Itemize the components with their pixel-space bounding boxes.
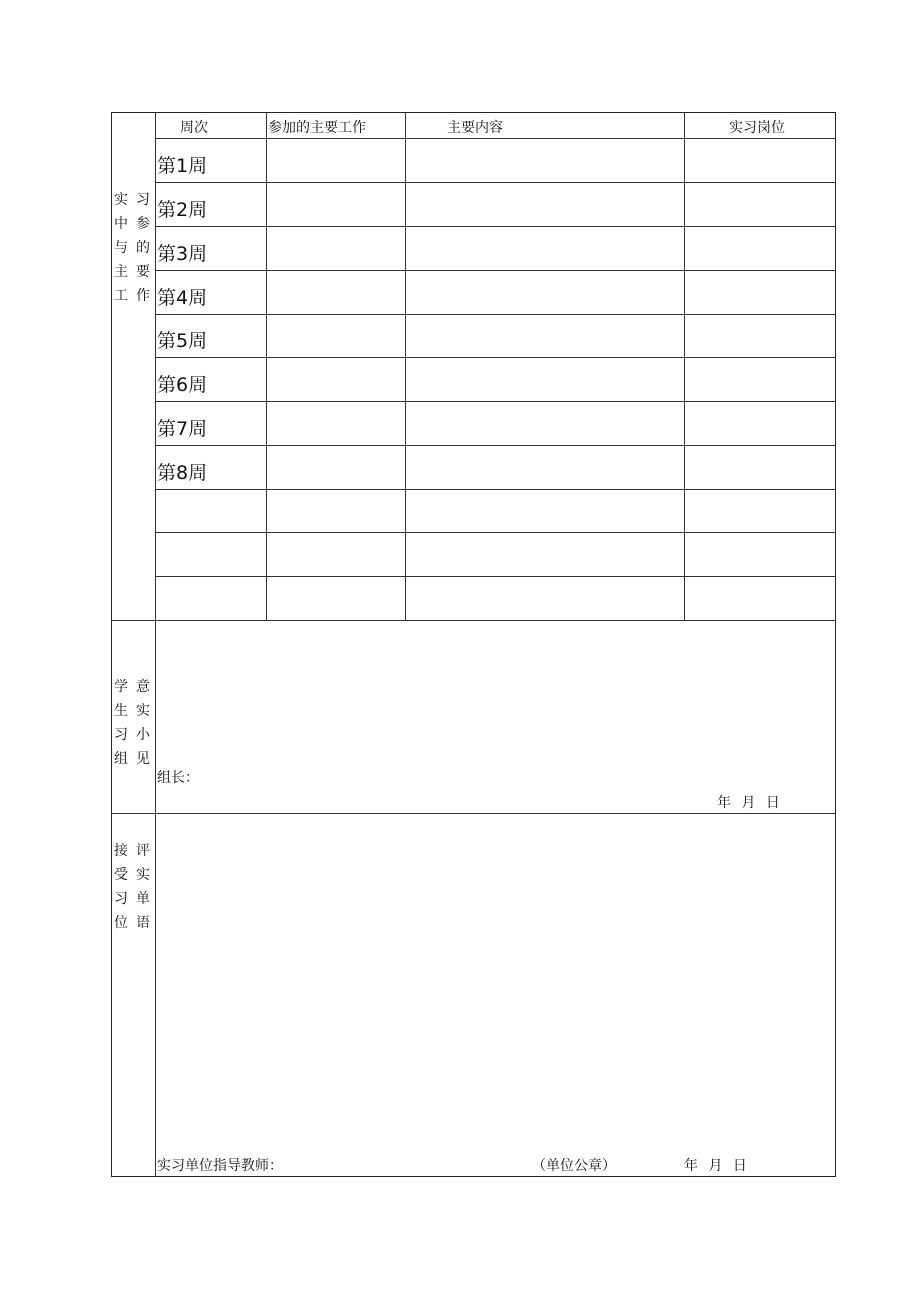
week-label: 第5周	[157, 330, 208, 352]
side-char: 见	[136, 751, 150, 767]
row-divider	[155, 401, 836, 402]
side-char: 评	[136, 843, 150, 859]
side-char: 要	[136, 264, 150, 280]
week-label: 第4周	[157, 287, 208, 309]
side-char: 位	[114, 915, 128, 931]
row-divider	[155, 138, 836, 139]
week-label: 第2周	[157, 199, 208, 221]
side-char: 工	[114, 288, 128, 304]
side-char: 生	[114, 703, 128, 719]
header-main-work: 参加的主要工作	[268, 120, 366, 136]
header-internship-post: 实习岗位	[729, 120, 785, 136]
side-char: 习	[114, 891, 128, 907]
side-char: 小	[136, 727, 150, 743]
week-label: 第7周	[157, 418, 208, 440]
side-char: 主	[114, 264, 128, 280]
side-char: 意	[136, 679, 150, 695]
header-main-content: 主要内容	[447, 120, 503, 136]
header-week: 周次	[180, 120, 208, 136]
host-comments-date: 年 月 日	[684, 1158, 747, 1174]
section-divider	[112, 813, 835, 814]
side-char: 中	[114, 216, 128, 232]
row-divider	[155, 314, 836, 315]
host-instructor-label: 实习单位指导教师：	[157, 1158, 283, 1174]
side-char: 受	[114, 867, 128, 883]
side-char: 作	[136, 288, 150, 304]
group-leader-label: 组长：	[157, 770, 199, 786]
row-divider	[155, 182, 836, 183]
side-char: 组	[114, 751, 128, 767]
side-char: 实	[114, 192, 128, 208]
column-divider-content	[684, 113, 685, 620]
side-char: 实	[136, 703, 150, 719]
week-label: 第1周	[157, 155, 208, 177]
side-char: 接	[114, 843, 128, 859]
internship-form	[111, 112, 836, 1177]
column-divider-week	[266, 113, 267, 620]
week-label: 第6周	[157, 374, 208, 396]
row-divider	[155, 445, 836, 446]
row-divider	[155, 226, 836, 227]
side-char: 的	[136, 240, 150, 256]
unit-seal-label: （单位公章）	[532, 1158, 616, 1174]
week-label: 第8周	[157, 462, 208, 484]
week-label: 第3周	[157, 243, 208, 265]
row-divider	[155, 357, 836, 358]
row-divider	[155, 576, 836, 577]
row-divider	[155, 532, 836, 533]
section-divider	[112, 620, 835, 621]
group-opinion-date: 年 月 日	[717, 795, 780, 811]
side-char: 语	[136, 915, 150, 931]
row-divider	[155, 270, 836, 271]
side-char: 习	[136, 192, 150, 208]
side-char: 学	[114, 679, 128, 695]
side-char: 实	[136, 867, 150, 883]
side-char: 参	[136, 216, 150, 232]
row-divider	[155, 489, 836, 490]
column-divider-work	[405, 113, 406, 620]
side-char: 与	[114, 240, 128, 256]
side-char: 习	[114, 727, 128, 743]
side-char: 单	[136, 891, 150, 907]
